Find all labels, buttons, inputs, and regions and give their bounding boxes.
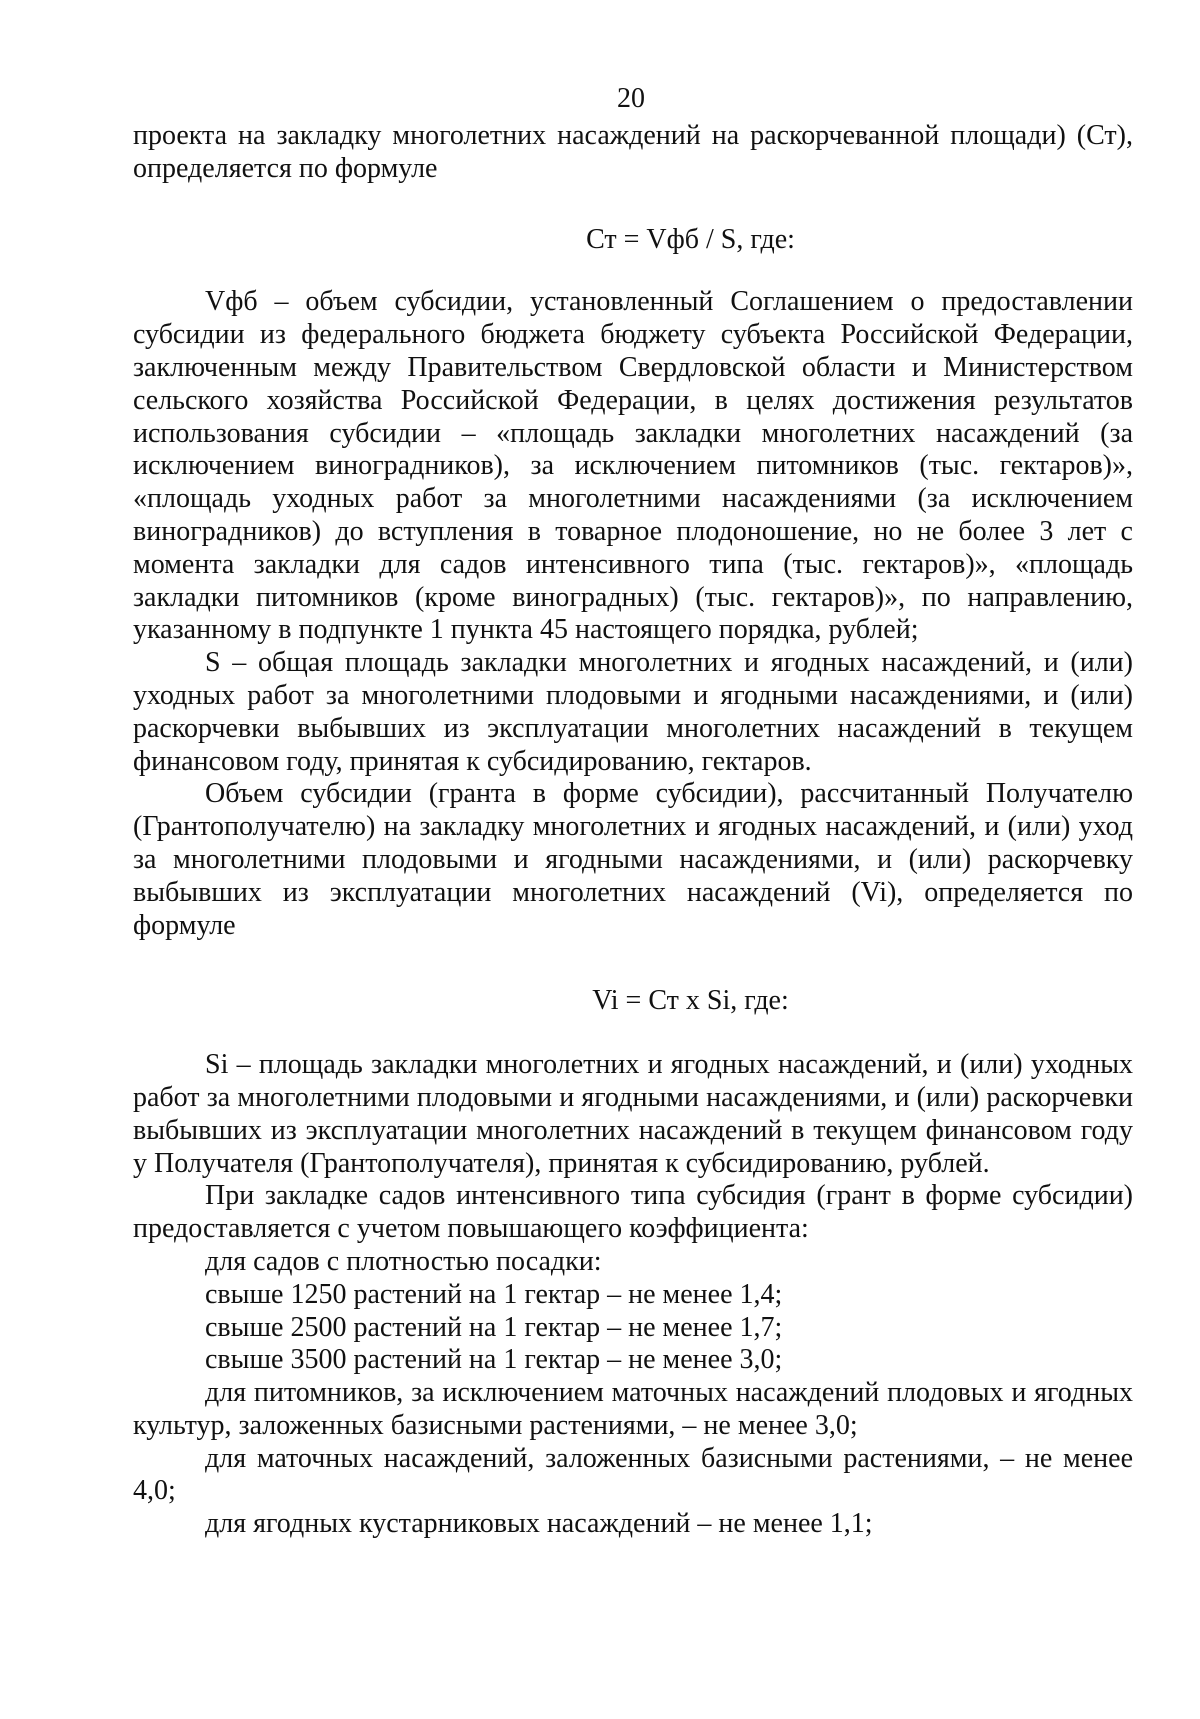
paragraph-nurseries: для питомников, за исключением маточных насаждений плодовых и ягодных культур, заложенных базисными растениями, – не менее 3,0; [133, 1377, 1133, 1441]
paragraph-continuation: проекта на закладку многолетних насаждений на раскорчеванной площади) (Ст), определяется по формуле [133, 120, 1133, 184]
page-number: 20 [617, 83, 645, 114]
paragraph-mother-plantings: для маточных насаждений, заложенных базисными растениями, – не менее 4,0; [133, 1442, 1133, 1507]
paragraph-si-definition: Si – площадь закладки многолетних и ягодных насаждений, и (или) уходных работ за многолетними плодовыми и ягодными насаждениями, и (или) раскорчевки выбывших из эксплуатации многолетних насаждений в текущем финансовом году у Получателя (Грантополучателя), принятая к субсидированию, рублей. [133, 1049, 1133, 1179]
formula-ct: Ст = Vфб / S, где: [586, 223, 795, 255]
paragraph-subsidy-volume: Объем субсидии (гранта в форме субсидии), рассчитанный Получателю (Грантополучателю) на закладку многолетних и ягодных насаждений, и (или) уход за многолетними плодовыми и ягодными насаждениями, и (или) раскорчевку выбывших из эксплуатации многолетних насаждений (Vi), определяется по формуле [133, 778, 1133, 941]
list-item: для ягодных кустарниковых насаждений – не менее 1,1; [205, 1508, 873, 1540]
list-item: свыше 3500 растений на 1 гектар – не менее 3,0; [205, 1344, 783, 1376]
paragraph-vfb-definition: Vфб – объем субсидии, установленный Соглашением о предоставлении субсидии из федерального бюджета бюджету субъекта Российской Федерации, заключенным между Правительством Свердловской области и Министерством сельского хозяйства Российской Федерации, в целях достижения результатов использования субсидии – «площадь закладки многолетних насаждений (за исключением виноградников), за исключением питомников (тыс. гектаров)», «площадь уходных работ за многолетними насаждениями (за исключением виноградников) до вступления в товарное плодоношение, но не более 3 лет с момента закладки для садов интенсивного типа (тыс. гектаров)», «площадь закладки питомников (кроме виноградных) (тыс. гектаров)», по направлению, указанному в подпункте 1 пункта 45 настоящего порядка, рублей; [133, 286, 1133, 646]
list-item: свыше 2500 растений на 1 гектар – не менее 1,7; [205, 1311, 783, 1343]
paragraph-s-definition: S – общая площадь закладки многолетних и ягодных насаждений, и (или) уходных работ за многолетними плодовыми и ягодными насаждениями, и (или) раскорчевки выбывших из эксплуатации многолетних насаждений в текущем финансовом году, принятая к субсидированию, гектаров. [133, 647, 1133, 777]
formula-vi: Vi = Ст x Si, где: [592, 985, 789, 1017]
document-body [133, 120, 1133, 1541]
paragraph-intensive-gardens: При закладке садов интенсивного типа субсидия (грант в форме субсидии) предоставляется с учетом повышающего коэффициента: [133, 1180, 1133, 1245]
list-item: для садов с плотностью посадки: [205, 1245, 602, 1277]
list-item: свыше 1250 растений на 1 гектар – не менее 1,4; [205, 1278, 783, 1310]
